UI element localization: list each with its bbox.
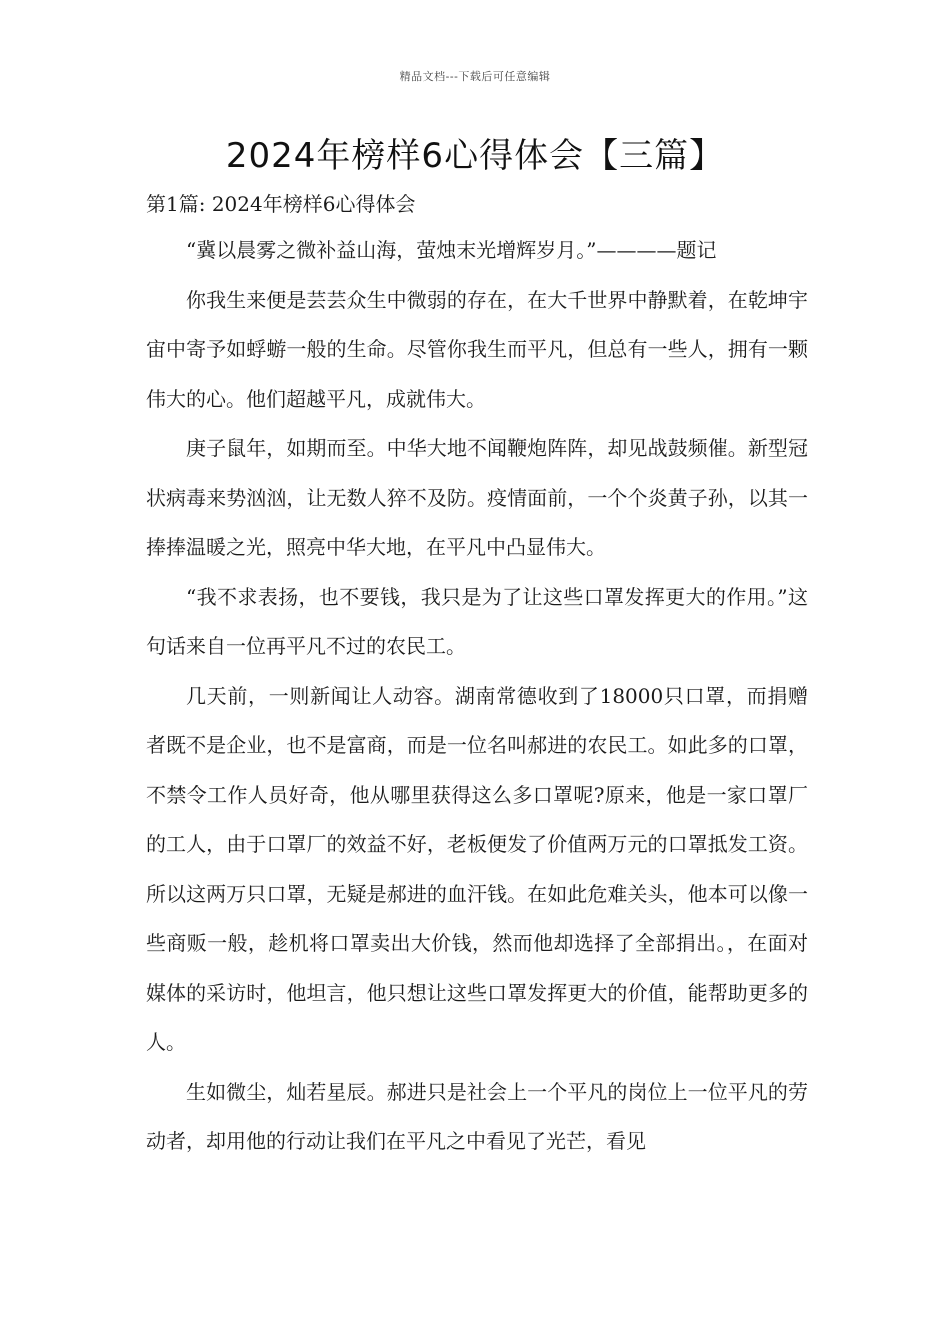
paragraph: “我不求表扬，也不要钱，我只是为了让这些口罩发挥更大的作用。”这句话来自一位再平凡不过的农民工。 bbox=[146, 584, 808, 658]
paragraph: 几天前，一则新闻让人动容。湖南常德收到了18000只口罩，而捐赠者既不是企业，也不是富商，而是一位名叫郝进的农民工。如此多的口罩，不禁令工作人员好奇，他从哪里获得这么多口罩呢?原来，他是一家口罩厂的工人，由于口罩厂的效益不好，老板便发了价值两万元的口罩抵发工资。所以这两万只口罩，无疑是郝进的血汗钱。在如此危难关头，他本可以像一些商贩一般，趁机将口罩卖出大价钱，然而他却选择了全部捐出。，在面对媒体的采访时，他坦言，他只想让这些口罩发挥更大的价值，能帮助更多的人。 bbox=[146, 683, 808, 1054]
document-body bbox=[146, 226, 808, 1167]
paragraph: 你我生来便是芸芸众生中微弱的存在，在大千世界中静默着，在乾坤宇宙中寄予如蜉蝣一般的生命。尽管你我生而平凡，但总有一些人，拥有一颗伟大的心。他们超越平凡，成就伟大。 bbox=[146, 287, 808, 411]
paragraph: 生如微尘，灿若星辰。郝进只是社会上一个平凡的岗位上一位平凡的劳动者，却用他的行动让我们在平凡之中看见了光芒，看见 bbox=[146, 1079, 808, 1153]
document-title: 2024年榜样6心得体会【三篇】 bbox=[225, 136, 725, 176]
paragraph-epigraph: “冀以晨雾之微补益山海，萤烛末光增辉岁月。”————题记 bbox=[186, 238, 717, 262]
paragraph: 庚子鼠年，如期而至。中华大地不闻鞭炮阵阵，却见战鼓频催。新型冠状病毒来势汹汹，让无数人猝不及防。疫情面前，一个个炎黄子孙，以其一捧捧温暖之光，照亮中华大地，在平凡中凸显伟大。 bbox=[146, 436, 808, 559]
section-subtitle: 第1篇: 2024年榜样6心得体会 bbox=[146, 192, 416, 216]
page-header: 精品文档---下载后可任意编辑 bbox=[399, 70, 551, 83]
